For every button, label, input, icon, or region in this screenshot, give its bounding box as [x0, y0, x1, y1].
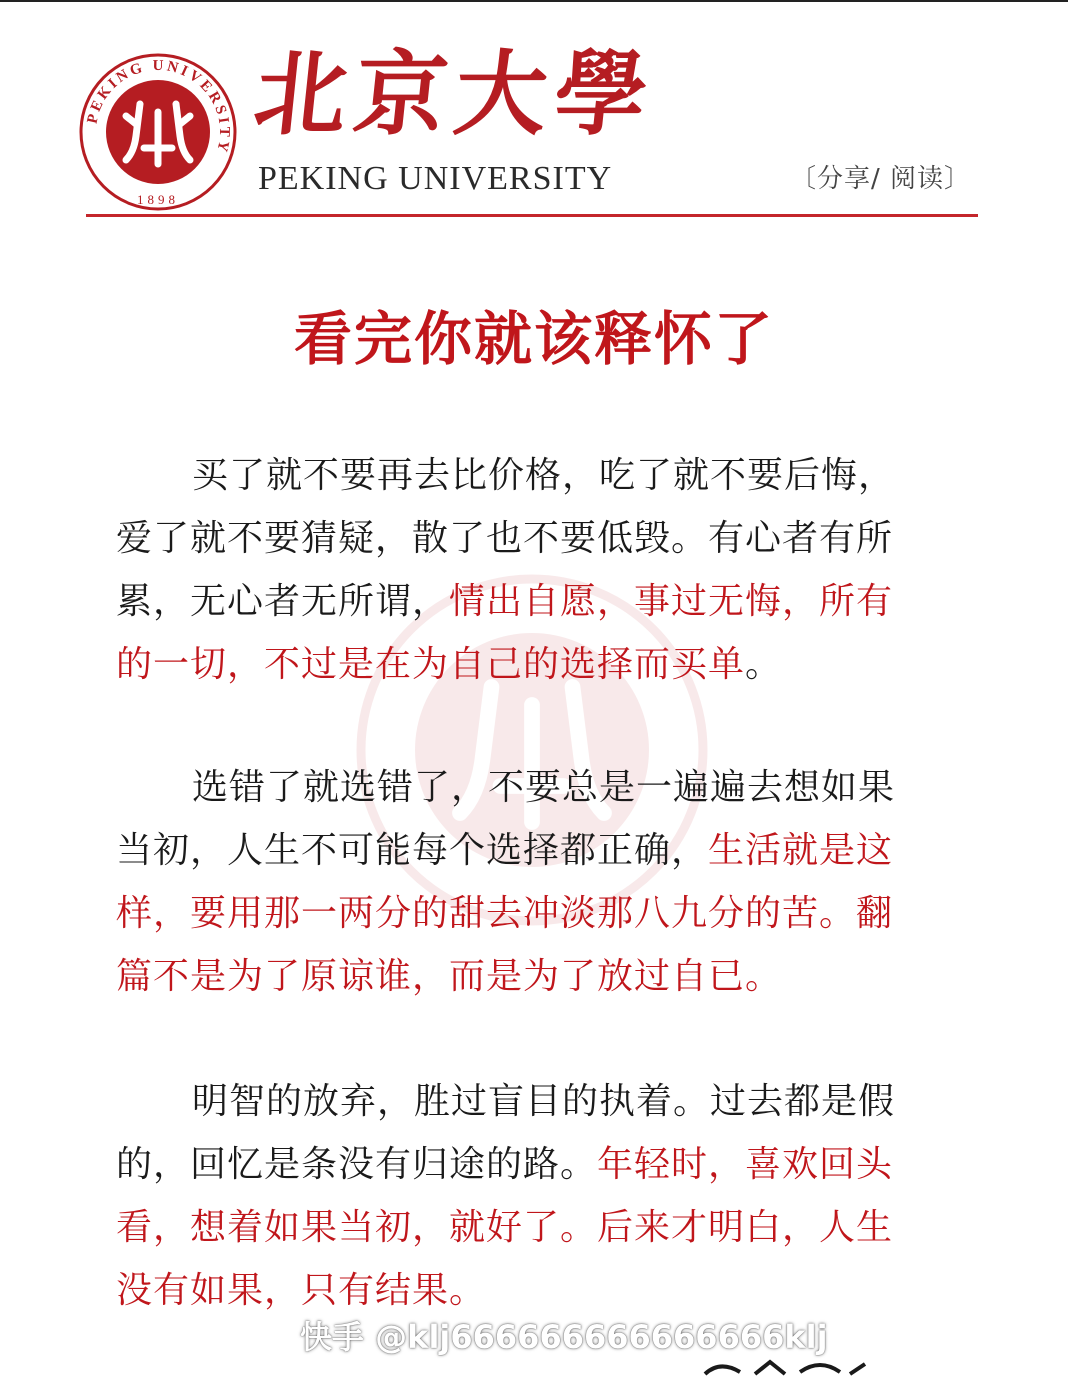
- paragraph-2-text: 选错了就选错了，不要总是一遍遍去想如果当初，人生不可能每个选择都正确，: [116, 767, 896, 871]
- paragraph-1: [116, 444, 906, 696]
- paragraph-1-tail: 。: [745, 644, 783, 685]
- paragraph-3: [116, 1070, 906, 1322]
- header-divider: [86, 214, 978, 217]
- cropped-signature-mark: [700, 1356, 870, 1376]
- seal-year: 1898: [137, 192, 179, 207]
- kuaishou-platform: 快手: [300, 1318, 365, 1356]
- kuaishou-handle: @klj666666666666666klj: [375, 1318, 828, 1356]
- top-border-line: [0, 0, 1068, 2]
- university-english-name: PEKING UNIVERSITY: [258, 160, 613, 197]
- paragraph-1-highlight: 情出自愿，事过无悔，所有的一切，不过是在为自己的选择而买单: [116, 581, 894, 685]
- kuaishou-watermark: [300, 1312, 828, 1358]
- seal-ring-text: PEKING UNIVERSITY: [84, 57, 233, 156]
- university-wordmark: 北京大學: [249, 40, 661, 148]
- paragraph-1-text: 买了就不要再去比价格，吃了就不要后悔，爱了就不要猜疑，散了也不要低毁。有心者有所累，无心者无所谓，: [116, 455, 896, 622]
- paragraph-3-highlight: 年轻时，喜欢回头看，想着如果当初，就好了。后来才明白，人生没有如果，只有结果。: [116, 1144, 894, 1311]
- page-title: 看完你就该释怀了: [293, 305, 774, 373]
- paragraph-2-highlight: 生活就是这样，要用那一两分的甜去冲淡那八九分的苦。翻篇不是为了原谅谁，而是为了放过自已。: [116, 830, 894, 997]
- peking-university-seal-icon: [78, 52, 238, 212]
- paragraph-3-text: 明智的放弃，胜过盲目的执着。过去都是假的，回忆是条没有归途的路。: [116, 1081, 896, 1185]
- share-read-tag: 〔分享/ 阅读〕: [790, 164, 972, 194]
- paragraph-2: [116, 756, 906, 1008]
